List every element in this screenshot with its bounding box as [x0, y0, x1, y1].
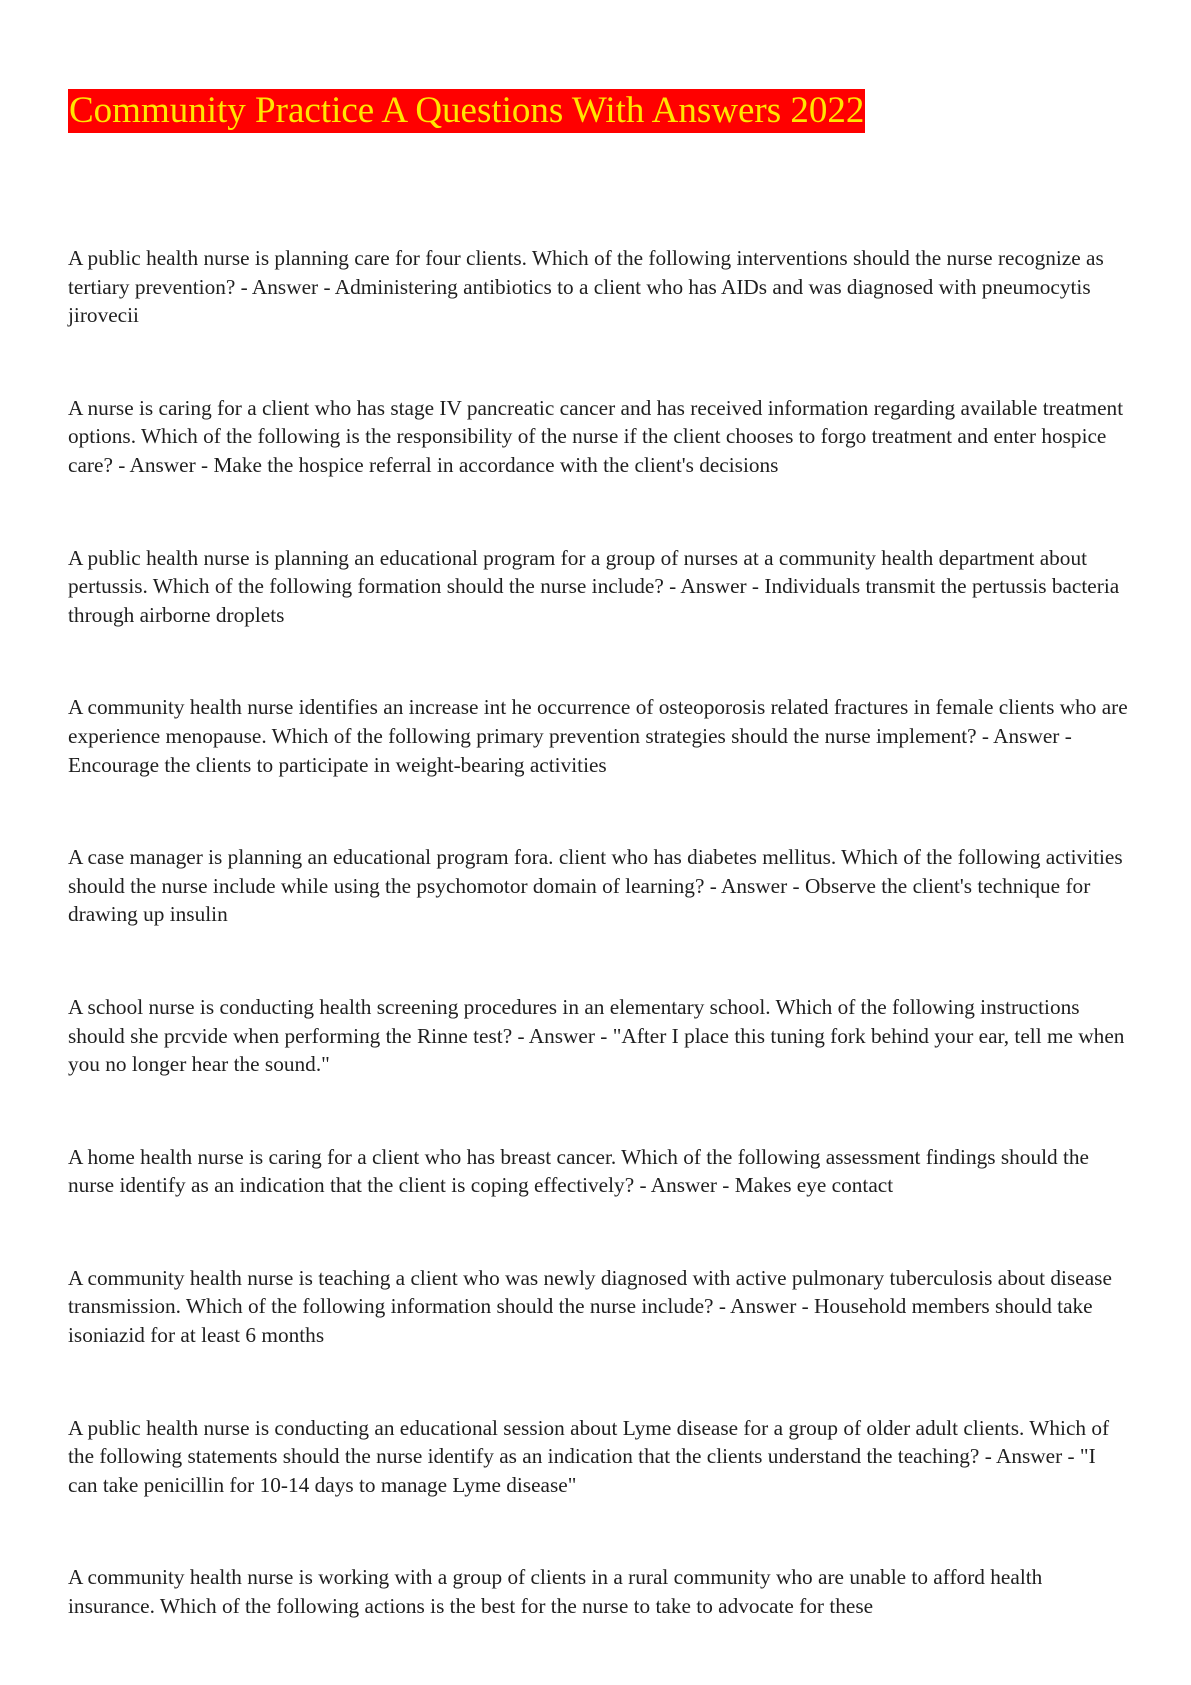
- page-title: Community Practice A Questions With Answers 2022: [69, 90, 865, 131]
- title-block: [68, 89, 865, 133]
- qa-list: [68, 244, 1128, 1685]
- qa-item: A community health nurse identifies an increase int he occurrence of osteoporosis related fractures in female clients who are experience menopause. Which of the following primary prevention strategies should the nurse implement? - Answer - Encourage the clients to participate in weight-bearing activities: [68, 695, 1128, 777]
- qa-item: A community health nurse is teaching a client who was newly diagnosed with active pulmonary tuberculosis about disease transmission. Which of the following information should the nurse include? - Answer - Household members should take isoniazid for at least 6 months: [68, 1265, 1112, 1348]
- qa-item: A home health nurse is caring for a client who has breast cancer. Which of the following assessment findings should the nurse identify as an indication that the client is coping effectively? - Answer - Makes eye contact: [68, 1144, 1090, 1198]
- qa-item: A community health nurse is working with a group of clients in a rural community who are unable to afford health insurance. Which of the following actions is the best for the nurse to take to advocate for these: [68, 1565, 1043, 1619]
- qa-item: A public health nurse is conducting an educational session about Lyme disease for a group of older adult clients. Which of the following statements should the nurse identify as an indication that the clients understand the teaching? - Answer - "I can take penicillin for 10-14 days to manage Lyme disease": [68, 1415, 1110, 1497]
- qa-item: A case manager is planning an educational program fora. client who has diabetes mellitus. Which of the following activities should the nurse include while using the psychomotor domain of learning? - Answer - Observe the client's technique for drawing up insulin: [68, 845, 1123, 927]
- qa-item: A public health nurse is planning an educational program for a group of nurses at a community health department about pertussis. Which of the following formation should the nurse include? - Answer - Individuals transmit the pertussis bacteria through airborne droplets: [68, 545, 1120, 627]
- qa-item: A public health nurse is planning care for four clients. Which of the following interventions should the nurse recognize as tertiary prevention? - Answer - Administering antibiotics to a client who has AIDs and was diagnosed with pneumocytis jirovecii: [68, 246, 1104, 328]
- qa-item: A nurse is caring for a client who has stage IV pancreatic cancer and has received information regarding available treatment options. Which of the following is the responsibility of the nurse if the client chooses to forgo treatment and enter hospice care? - Answer - Make the hospice referral in accordance with the client's decisions: [68, 395, 1124, 477]
- qa-item: A school nurse is conducting health screening procedures in an elementary school. Which of the following instructions should she prcvide when performing the Rinne test? - Answer - "After I place this tuning fork behind your ear, tell me when you no longer hear the sound.": [68, 994, 1125, 1077]
